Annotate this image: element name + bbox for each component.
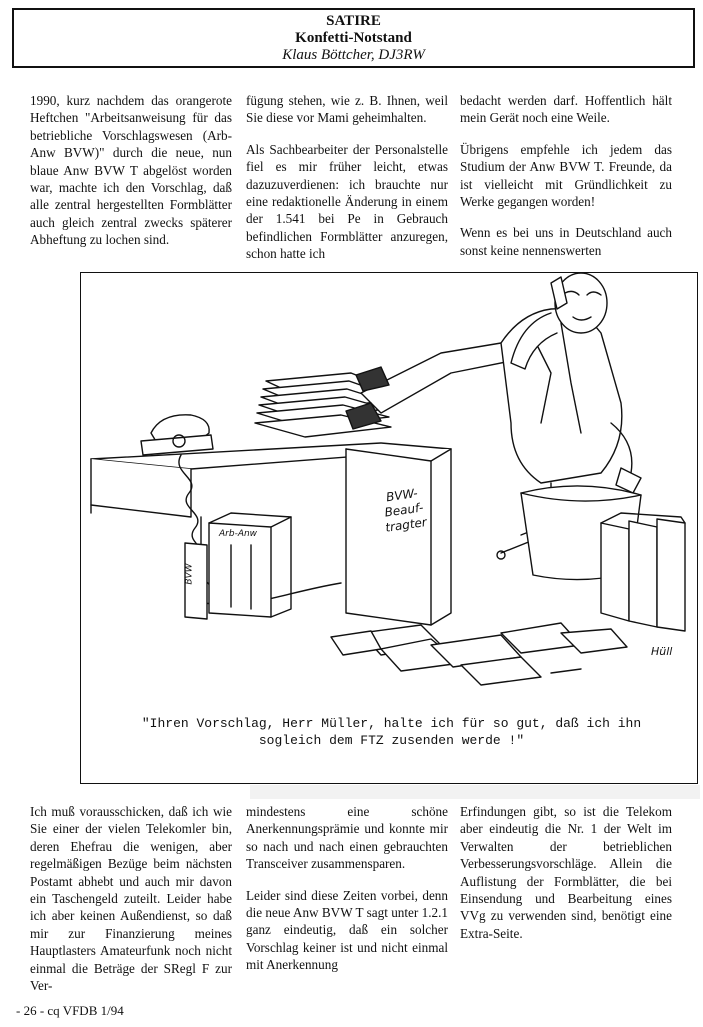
paragraph: Als Sachbearbeiter der Personalstelle fiel es mir früher leicht, etwas dazuzuverdienen: ich brauchte nur eine redaktionelle Änderung in einem der 1.541 bei Pe in Gebrauch befindlichen Formblätter anzuregen, schon hatte ich — [246, 141, 448, 262]
bleed-through-strip — [250, 785, 700, 799]
text-column-top-1 — [30, 92, 232, 263]
text-column-top-3 — [460, 92, 672, 273]
text-column-bottom-1 — [30, 803, 232, 1008]
paragraph: Ich muß vorausschicken, daß ich wie Sie einer der vielen Telekomler bin, deren Ehefrau die wenigen, aber regelmäßigen Bezüge beim nächsten Postamt abhebt und auch mir davon ein Taschengeld zuteilt. Leider habe ich aber keinen Außendienst, so daß mir zur Finanzierung meines Hauptlasters Amateurfunk noch nicht einmal die Beträge der SRegl F zur Ver- — [30, 804, 232, 994]
text-column-bottom-3 — [460, 803, 672, 956]
binder-label: BVW — [184, 563, 195, 585]
paragraph: fügung stehen, wie z. B. Ihnen, weil Sie diese vor Mami geheimhalten. — [246, 93, 448, 126]
cartoon-illustration — [80, 272, 698, 784]
desk-label: BVW- Beauf- tragter — [383, 486, 428, 535]
text-column-top-2 — [246, 92, 448, 277]
article-header — [12, 8, 695, 68]
paragraph: Übrigens empfehle ich jedem das Studium der Anw BVW T. Freunde, da ist vielleicht mit Gründlichkeit zu Werke gegangen worden! — [460, 141, 672, 210]
paragraph: Erfindungen gibt, so ist die Telekom aber eindeutig die Nr. 1 der Welt im Verwalten der betrieblichen Verbesserungsvorschläge. Allein die Auflistung der Formblätter, die bei Einsendung und Bearbeitung eines VVg zu verwenden sind, benötigt eine Extra-Seite. — [460, 804, 672, 941]
article-title: Konfetti-Notstand — [295, 30, 412, 46]
box-label: Arb-Anw — [219, 529, 258, 539]
artist-signature: Hüll — [651, 645, 673, 658]
paragraph: mindestens eine schöne Anerkennungsprämie und konnte mir so nach und nach einen gebrauchten Transceiver zusammensparen. — [246, 804, 448, 872]
text-column-bottom-2 — [246, 803, 448, 988]
article-author: Klaus Böttcher, DJ3RW — [282, 47, 425, 63]
cartoon-caption: "Ihren Vorschlag, Herr Müller, halte ich für so gut, daß ich ihn sogleich dem FTZ zusenden werde !" — [141, 716, 642, 748]
page-footer: - 26 - cq VFDB 1/94 — [16, 1003, 124, 1018]
paragraph: bedacht werden darf. Hoffentlich hält mein Gerät noch eine Weile. — [460, 93, 672, 126]
paragraph: Leider sind diese Zeiten vorbei, denn die neue Anw BVW T sagt unter 1.2.1 ganz eindeutig, daß ein solcher Vorschlag keiner ist und nicht einmal mit Anerkennung — [246, 887, 448, 973]
paragraph: Wenn es bei uns in Deutschland auch sonst keine nennenswerten — [460, 225, 672, 258]
paragraph: 1990, kurz nachdem das orangerote Heftchen "Arbeitsanweisung für das betriebliche Vorschlagswesen (Arb-Anw BVW)" durch die neue, nun blaue Anw BVW T abgelöst worden war, machte ich den Vorschlag, daß alle zentral hergestellten Formblätter auch gleich zentral zwecks späterer Abheftung zu lochen sind. — [30, 93, 232, 248]
section-label: SATIRE — [326, 13, 381, 29]
